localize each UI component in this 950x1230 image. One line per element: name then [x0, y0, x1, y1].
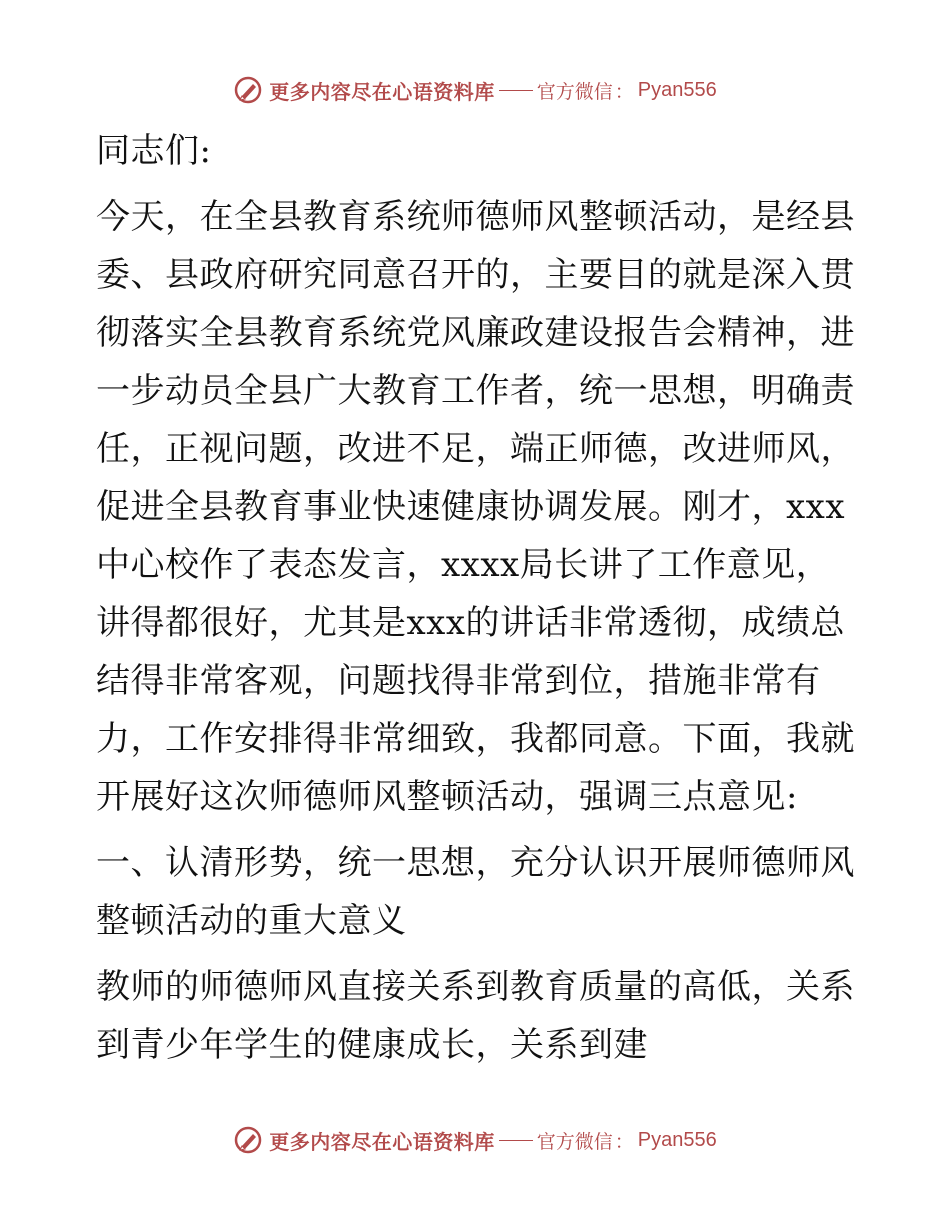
watermark-dash	[499, 1140, 533, 1141]
watermark-header	[0, 70, 950, 110]
watermark-brand-text: 更多内容尽在心语资料库	[269, 1129, 495, 1154]
watermark-wechat-label: 官方微信	[536, 80, 613, 103]
pen-logo-icon	[233, 75, 263, 105]
body-paragraph: 教师的师德师风直接关系到教育质量的高低，关系到青少年学生的健康成长，关系到建	[96, 967, 855, 1065]
pen-logo-icon	[233, 1125, 263, 1155]
document-body	[96, 122, 856, 1074]
watermark-brand-text: 更多内容尽在心语资料库	[269, 79, 495, 104]
watermark-wechat-id: Pyan556	[637, 1128, 717, 1151]
watermark-wechat-label: 官方微信	[536, 1130, 613, 1153]
watermark-separator: ：	[614, 80, 634, 103]
greeting: 同志们:	[96, 131, 212, 171]
watermark-dash	[499, 90, 533, 91]
watermark-separator: ：	[614, 1130, 634, 1153]
watermark-wechat-id: Pyan556	[637, 78, 717, 101]
body-paragraph: 今天，在全县教育系统师德师风整顿活动，是经县委、县政府研究同意召开的，主要目的就是深入贯彻落实全县教育系统党风廉政建设报告会精神，进一步动员全县广大教育工作者，统一思想，明确责任，正视问题，改进不足，端正师德，改进师风，促进全县教育事业快速健康协调发展。刚才，xxx中心校作了表态发言，xxxx局长讲了工作意见，讲得都很好，尤其是xxx的讲话非常透彻，成绩总结得非常客观，问题找得非常到位，措施非常有力，工作安排得非常细致，我都同意。下面，我就开展好这次师德师风整顿活动，强调三点意见:	[96, 197, 855, 817]
watermark-footer	[0, 1120, 950, 1160]
section-heading: 一、认清形势，统一思想，充分认识开展师德师风整顿活动的重大意义	[96, 843, 855, 941]
